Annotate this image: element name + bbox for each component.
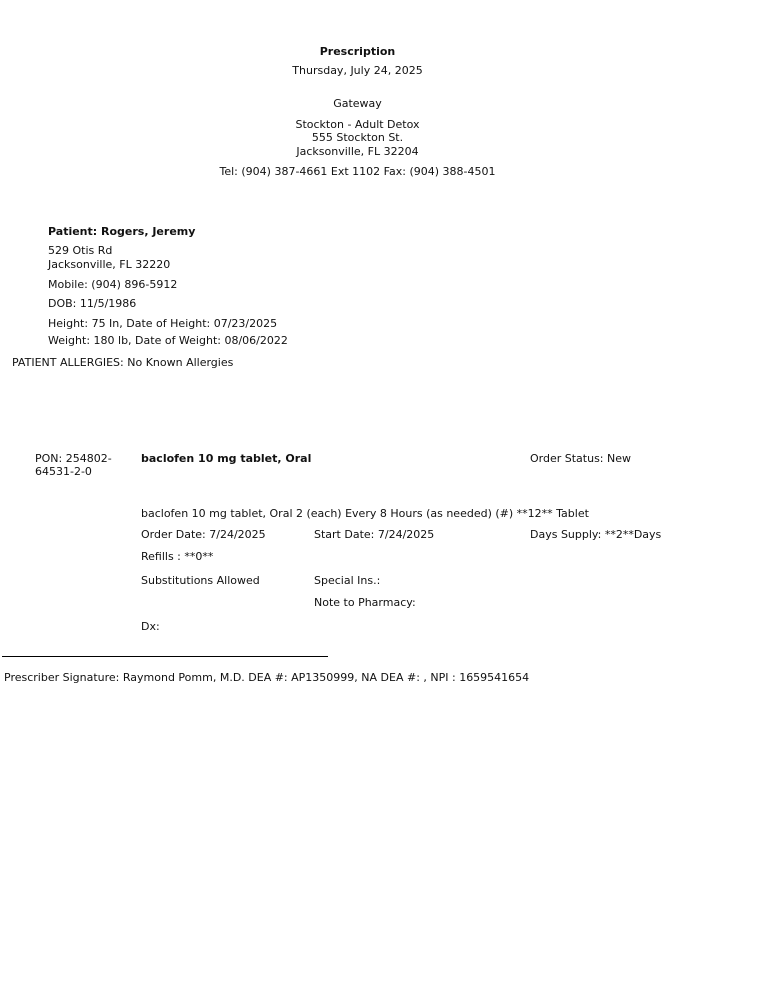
order-date: Order Date: 7/24/2025	[141, 528, 266, 541]
drug-sig: baclofen 10 mg tablet, Oral 2 (each) Every 8 Hours (as needed) (#) **12** Tablet	[141, 507, 589, 520]
drug-name: baclofen 10 mg tablet, Oral	[141, 452, 312, 465]
patient-name: Patient: Rogers, Jeremy	[48, 225, 196, 238]
facility-contact: Tel: (904) 387-4661 Ext 1102 Fax: (904) 388-4501	[219, 165, 496, 178]
facility-street: 555 Stockton St.	[311, 131, 404, 144]
pon-number-line2: 64531-2-0	[35, 465, 92, 478]
signature-line	[2, 656, 328, 657]
patient-allergies: PATIENT ALLERGIES: No Known Allergies	[12, 356, 234, 369]
days-supply: Days Supply: **2**Days	[530, 528, 662, 541]
start-date: Start Date: 7/24/2025	[314, 528, 435, 541]
pon-number-line1: PON: 254802-	[35, 452, 112, 465]
patient-weight: Weight: 180 lb, Date of Weight: 08/06/2022	[48, 334, 288, 347]
substitutions: Substitutions Allowed	[141, 574, 260, 587]
special-instructions: Special Ins.:	[314, 574, 381, 587]
document-title: Prescription	[319, 45, 396, 58]
diagnosis: Dx:	[141, 620, 160, 633]
patient-street: 529 Otis Rd	[48, 244, 113, 257]
organization-name: Gateway	[333, 97, 382, 110]
patient-dob: DOB: 11/5/1986	[48, 297, 137, 310]
facility-name: Stockton - Adult Detox	[295, 118, 420, 131]
note-to-pharmacy: Note to Pharmacy:	[314, 596, 416, 609]
order-status: Order Status: New	[530, 452, 632, 465]
patient-height: Height: 75 In, Date of Height: 07/23/2025	[48, 317, 278, 330]
document-date: Thursday, July 24, 2025	[292, 64, 423, 77]
patient-mobile: Mobile: (904) 896-5912	[48, 278, 178, 291]
patient-city: Jacksonville, FL 32220	[48, 258, 171, 271]
refills: Refills : **0**	[141, 550, 214, 563]
prescriber-signature: Prescriber Signature: Raymond Pomm, M.D. DEA #: AP1350999, NA DEA #: , NPI : 1659541654	[4, 671, 530, 684]
facility-city: Jacksonville, FL 32204	[296, 145, 419, 158]
